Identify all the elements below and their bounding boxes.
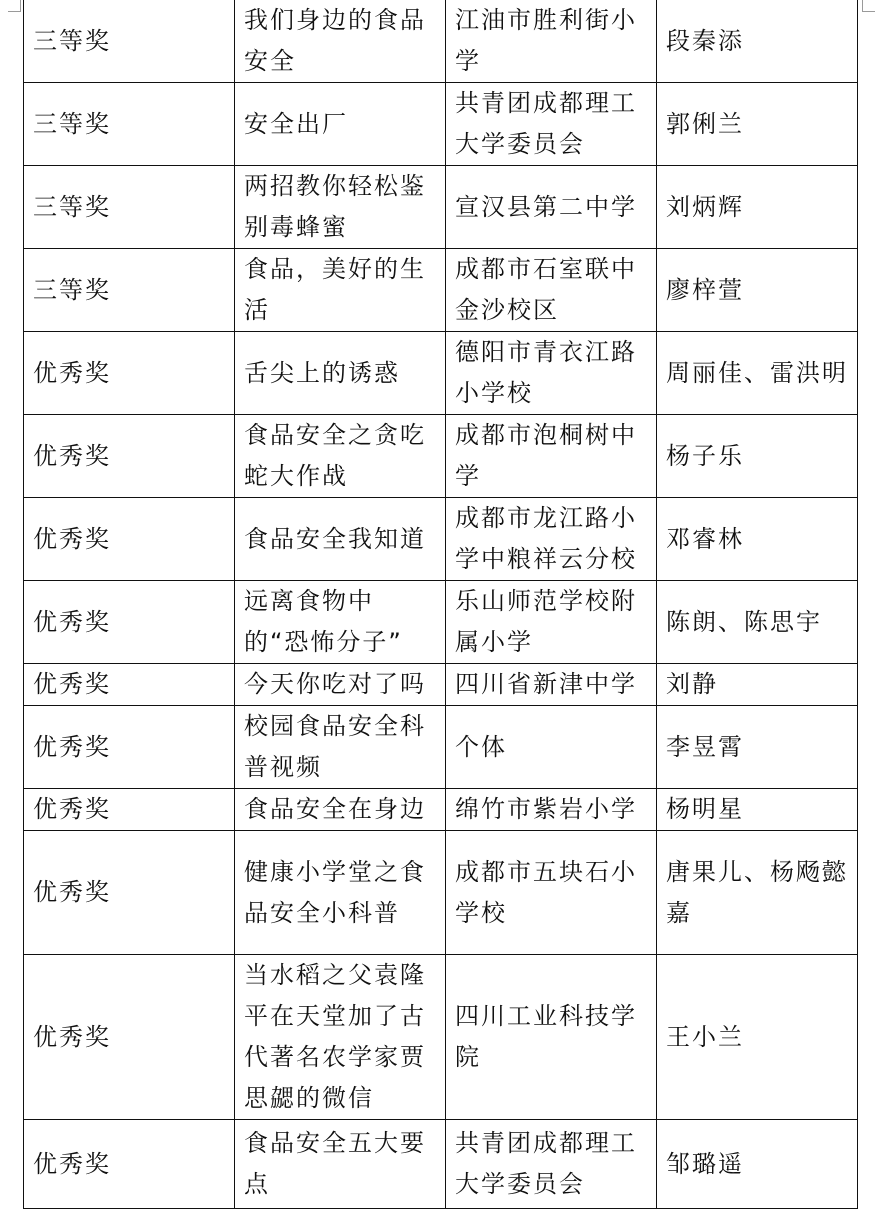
award-cell: 三等奖 bbox=[24, 83, 235, 166]
table-row bbox=[24, 83, 858, 166]
table-row bbox=[24, 249, 858, 332]
unit-cell: 个体 bbox=[446, 706, 657, 789]
author-cell: 邹璐遥 bbox=[657, 1120, 858, 1209]
table-row bbox=[24, 955, 858, 1120]
title-cell: 舌尖上的诱惑 bbox=[235, 332, 446, 415]
title-cell: 食品安全之贪吃蛇大作战 bbox=[235, 415, 446, 498]
page-corner-mark bbox=[8, 0, 21, 12]
award-cell: 优秀奖 bbox=[24, 498, 235, 581]
title-cell: 远离食物中的“恐怖分子” bbox=[235, 581, 446, 664]
table-row bbox=[24, 415, 858, 498]
author-cell: 刘炳辉 bbox=[657, 166, 858, 249]
title-cell: 两招教你轻松鉴别毒蜂蜜 bbox=[235, 166, 446, 249]
table-row bbox=[24, 664, 858, 706]
unit-cell: 共青团成都理工大学委员会 bbox=[446, 1120, 657, 1209]
unit-cell: 德阳市青衣江路小学校 bbox=[446, 332, 657, 415]
award-cell: 优秀奖 bbox=[24, 664, 235, 706]
awards-table bbox=[23, 0, 858, 1209]
award-cell: 优秀奖 bbox=[24, 789, 235, 831]
title-cell: 食品，美好的生活 bbox=[235, 249, 446, 332]
table-row bbox=[24, 706, 858, 789]
award-cell: 优秀奖 bbox=[24, 831, 235, 955]
author-cell: 唐果儿、杨飏懿嘉 bbox=[657, 831, 858, 955]
award-cell: 优秀奖 bbox=[24, 1120, 235, 1209]
author-cell: 杨子乐 bbox=[657, 415, 858, 498]
author-cell: 邓睿林 bbox=[657, 498, 858, 581]
unit-cell: 共青团成都理工大学委员会 bbox=[446, 83, 657, 166]
table-row bbox=[24, 789, 858, 831]
author-cell: 周丽佳、雷洪明 bbox=[657, 332, 858, 415]
unit-cell: 四川工业科技学院 bbox=[446, 955, 657, 1120]
unit-cell: 江油市胜利街小学 bbox=[446, 0, 657, 83]
author-cell: 段秦添 bbox=[657, 0, 858, 83]
unit-cell: 成都市泡桐树中学 bbox=[446, 415, 657, 498]
table-row bbox=[24, 332, 858, 415]
title-cell: 健康小学堂之食品安全小科普 bbox=[235, 831, 446, 955]
title-cell: 我们身边的食品安全 bbox=[235, 0, 446, 83]
author-cell: 刘静 bbox=[657, 664, 858, 706]
unit-cell: 乐山师范学校附属小学 bbox=[446, 581, 657, 664]
unit-cell: 宣汉县第二中学 bbox=[446, 166, 657, 249]
table-row bbox=[24, 0, 858, 83]
unit-cell: 成都市五块石小学校 bbox=[446, 831, 657, 955]
author-cell: 廖梓萱 bbox=[657, 249, 858, 332]
award-cell: 优秀奖 bbox=[24, 581, 235, 664]
page-corner-mark bbox=[862, 0, 875, 12]
award-cell: 优秀奖 bbox=[24, 955, 235, 1120]
title-cell: 校园食品安全科普视频 bbox=[235, 706, 446, 789]
author-cell: 郭俐兰 bbox=[657, 83, 858, 166]
title-cell: 食品安全在身边 bbox=[235, 789, 446, 831]
award-cell: 三等奖 bbox=[24, 166, 235, 249]
title-cell: 食品安全五大要点 bbox=[235, 1120, 446, 1209]
author-cell: 陈朗、陈思宇 bbox=[657, 581, 858, 664]
award-cell: 优秀奖 bbox=[24, 706, 235, 789]
unit-cell: 绵竹市紫岩小学 bbox=[446, 789, 657, 831]
author-cell: 王小兰 bbox=[657, 955, 858, 1120]
author-cell: 李昱霄 bbox=[657, 706, 858, 789]
unit-cell: 成都市龙江路小学中粮祥云分校 bbox=[446, 498, 657, 581]
title-cell: 食品安全我知道 bbox=[235, 498, 446, 581]
award-cell: 优秀奖 bbox=[24, 332, 235, 415]
award-cell: 三等奖 bbox=[24, 249, 235, 332]
title-cell: 当水稻之父袁隆平在天堂加了古代著名农学家贾思勰的微信 bbox=[235, 955, 446, 1120]
title-cell: 安全出厂 bbox=[235, 83, 446, 166]
table-row bbox=[24, 498, 858, 581]
table-row bbox=[24, 581, 858, 664]
table-row bbox=[24, 166, 858, 249]
unit-cell: 成都市石室联中金沙校区 bbox=[446, 249, 657, 332]
table-row bbox=[24, 831, 858, 955]
award-cell: 优秀奖 bbox=[24, 415, 235, 498]
title-cell: 今天你吃对了吗 bbox=[235, 664, 446, 706]
table-row bbox=[24, 1120, 858, 1209]
unit-cell: 四川省新津中学 bbox=[446, 664, 657, 706]
award-cell: 三等奖 bbox=[24, 0, 235, 83]
author-cell: 杨明星 bbox=[657, 789, 858, 831]
